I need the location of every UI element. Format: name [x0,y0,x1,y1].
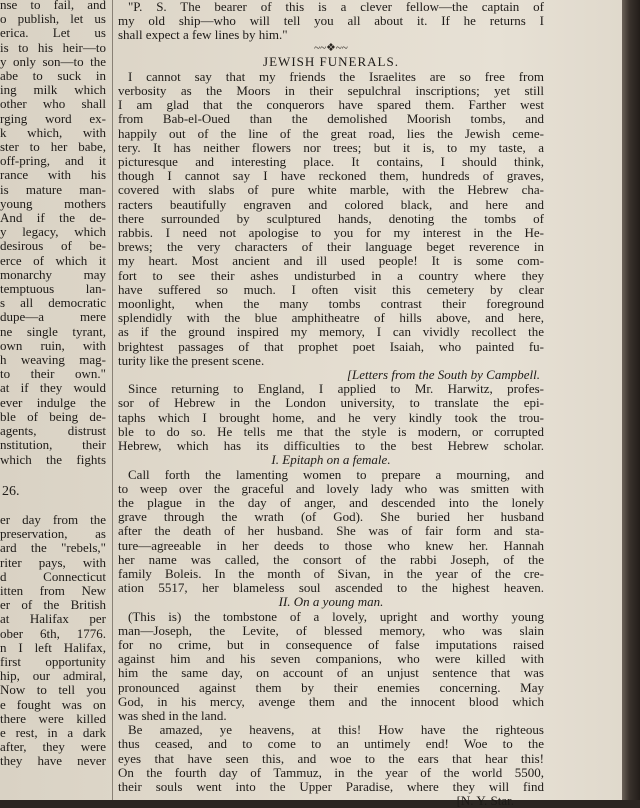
left-top-line: y legacy, which [0,224,106,240]
left-top-line: ster to her babe, [0,139,106,155]
article-heading: JEWISH FUNERALS. [263,53,399,69]
para5-line: their souls went into the Upper Paradise, where they will find [118,778,544,794]
section-ornament: ~~❖~~ [314,41,348,54]
left-top-line: is to his heir—to [0,39,106,55]
left-column [0,0,106,769]
left-top-line: ing milk which [0,82,106,98]
epitaph-heading-1-text: I. Epitaph on a female. [271,452,391,468]
para3-line: the plague in the day of anger, and descended into the lonely [118,494,544,510]
para5-line: thus ceased, and to come to an untimely end! Woe to the [118,736,544,752]
para1-line: my heart. Most ancient and ill used people! It is some com- [118,253,544,269]
left-top-line: o publish, let us [0,11,106,27]
left-top-line: desirous of be- [0,238,106,254]
para1-line: racters beautifully engraven and colored black, and here and [118,196,544,212]
para2-line: Since returning to England, I applied to Mr. Harwitz, profes- [128,381,544,397]
para1-line: from Bab-el-Oued than the demolished Moorish tombs, and [118,111,544,127]
left-top-line: ne single tyrant, [0,323,106,339]
para4-line: for no crime, but in consequence of false imputations raised [118,636,544,652]
left-column-number: 26. [2,483,20,499]
left-bottom-line: first opportunity [0,653,106,669]
para1-line: I cannot say that my friends the Israelites are so free from [128,68,544,84]
left-top-line: nstitution, their [0,437,106,453]
left-top-line: erce of which it [0,252,106,268]
left-bottom-line: riter pays, with [0,554,106,570]
para1-line: as if the ground inspired my memory, I can vividly recollect the [118,324,544,340]
left-top-line: And if the de- [0,210,106,226]
ps-line: my old ship—who will tell you all about it. If he returns I [118,13,544,29]
left-top-line: ever indulge the [0,394,106,410]
left-bottom-line: itten from New [0,582,106,598]
left-bottom-line: er day from the [0,511,106,527]
para1-line: verbosity as the Moors in their sepulchral inscriptions; yet still [118,83,544,99]
left-top-line: abe to suck in [0,68,106,84]
left-top-line: rance with his [0,167,106,183]
left-top-line: to their own." [0,366,106,382]
para1-line: though I cannot say I have reckoned them, hundreds of graves, [118,168,544,184]
para1-line: happily out of the line of the great road, lies the Jewish ceme- [118,125,544,141]
article-paragraph-4 [118,610,544,724]
para3-line: ture—agreeable in her deeds to those who knew her. Hannah [118,537,544,553]
left-top-line: h weaving mag- [0,352,106,368]
para1-line: brightest passages of that prophet poet Isaiah, who painted fu- [118,338,544,354]
para1-line: brews; the very characters of their language beget reverence in [118,239,544,255]
left-top-line: erica. Let us [0,25,106,41]
para2-line: taphs which I brought home, and he very kindly took the trou- [118,409,544,425]
left-bottom-line: e fought was on [0,696,106,712]
left-top-line: s all democratic [0,295,106,311]
column-rule [112,0,113,800]
para5-line: On the fourth day of Tammuz, in the year of the world 5500, [118,764,544,780]
left-bottom-line: d Connecticut [0,568,106,584]
para3-line: her name was called, the consort of the rabbi Joseph, of the [118,551,544,567]
binding-edge [622,0,640,800]
left-top-line: y only son—to the [0,53,106,69]
article-paragraph-3 [118,468,544,596]
para2-line: ble to do so. He tells me that the style is modern, or corrupted [118,423,544,439]
epitaph-heading-2-text: II. On a young man. [278,594,384,610]
left-top-line: ble of being de- [0,408,106,424]
left-top-line: nse to fail, and [0,0,106,12]
epitaph-heading-1 [118,453,544,467]
para1-line: have suffered so much. I often visit this cemetery by clear [118,281,544,297]
left-top-line: young mothers [0,195,106,211]
para4-line: man—Joseph, the Levite, of blessed memory, who was slain [118,622,544,638]
para1-line: fort to see their ashes undisturbed in a country where they [118,267,544,283]
epitaph-heading-2 [118,595,544,609]
para5-line: eyes that have seen this, and woe to the ears that hear this! [118,750,544,766]
left-bottom-line: there were killed [0,710,106,726]
left-top-line: temptuous lan- [0,281,106,297]
para5-line: Be amazed, ye heavens, at this! How have the righteous [128,722,544,738]
left-top-line: agents, distrust [0,423,106,439]
para2-line: sor of Hebrew in the London university, to translate the epi- [118,395,544,411]
left-bottom-line: preservation, as [0,526,106,542]
para4-line: was shed in the land. [118,707,227,723]
main-column [118,0,544,808]
para1-line: tery. It has neither flowers nor trees; but it is, to my taste, a [118,139,544,155]
closing-attribution: [N. Y. Star. [456,793,514,808]
para3-line: after the death of her husband. She was of fair form and sta- [118,523,544,539]
left-bottom-line: after, they were [0,739,106,755]
left-bottom-line: ard the "rebels," [0,540,106,556]
left-top-line: off-pring, and it [0,153,106,169]
left-column-bottom-text [0,513,106,769]
left-top-line: rging word ex- [0,110,106,126]
article-paragraph-2 [118,382,544,453]
left-bottom-line: they have never [0,753,106,769]
para1-line: moonlight, when the many tombs contrast their foreground [118,296,544,312]
left-top-line: other who shall [0,96,106,112]
article-paragraph-1 [118,70,544,368]
postscript-block [118,0,544,43]
para4-line: God, in his mercy, avenge them and the innocent blood which [118,693,544,709]
para1-line: I am glad that the conquerors have spared them. Farther west [118,97,544,113]
ps-line: shall expect a few lines by him." [118,27,288,43]
left-bottom-line: e rest, in a dark [0,724,106,740]
para1-line: rabbis. I need not apologise to you for my interest in the He- [118,225,544,241]
left-bottom-line: Now to tell you [0,682,106,698]
left-top-line: k which, with [0,124,106,140]
para3-line: family Boleis. In the month of Sivan, in the year of the cre- [118,565,544,581]
para3-line: to weep over the graceful and lovely lady who was smitten with [118,480,544,496]
left-top-line: which the fights [0,451,106,467]
para3-line: ation 5517, her blameless soul ascended to the highest heaven. [118,580,544,596]
para4-line: him the same day, on account of an unjust sentence that was [118,665,544,681]
para1-line: there surrounded by sculptured hands, denoting the tombs of [118,210,544,226]
para4-line: (This is) the tombstone of a lovely, upright and worthy young [128,608,544,624]
left-column-top-text [0,0,106,467]
para2-line: Hebrew, which has its difficulties to the best Hebrew scholar. [118,438,544,454]
para1-line: covered with slabs of pure white marble, with the Hebrew cha- [118,182,544,198]
ps-line: "P. S. The bearer of this is a clever fellow—the captain of [128,0,544,14]
left-bottom-line: at Halifax per [0,611,106,627]
left-bottom-line: ober 6th, 1776. [0,625,106,641]
para4-line: against him and his seven companions, who were killed with [118,651,544,667]
left-bottom-line: er of the British [0,597,106,613]
left-top-line: monarchy may [0,266,106,282]
left-bottom-line: hip, our admiral, [0,668,106,684]
para3-line: grave through the wrath (of God). She buried her husband [118,509,544,525]
para1-line: picturesque and interesting place. It contains, I should think, [118,154,544,170]
para1-line: turity like the present scene. [118,352,265,368]
article-paragraph-5 [118,723,544,794]
left-top-line: at if they would [0,380,106,396]
left-top-line: own ruin, with [0,337,106,353]
left-top-line: is mature man- [0,181,106,197]
para1-line: splendidly with the blue amphitheatre of hills above, and here, [118,310,544,326]
article-attribution: [Letters from the South by Campbell. [346,367,540,383]
para3-line: Call forth the lamenting women to prepare a mourning, and [128,466,544,482]
left-top-line: dupe—a mere [0,309,106,325]
left-bottom-line: n I left Halifax, [0,639,106,655]
para4-line: pronounced against them by their enemies concerning. May [118,679,544,695]
